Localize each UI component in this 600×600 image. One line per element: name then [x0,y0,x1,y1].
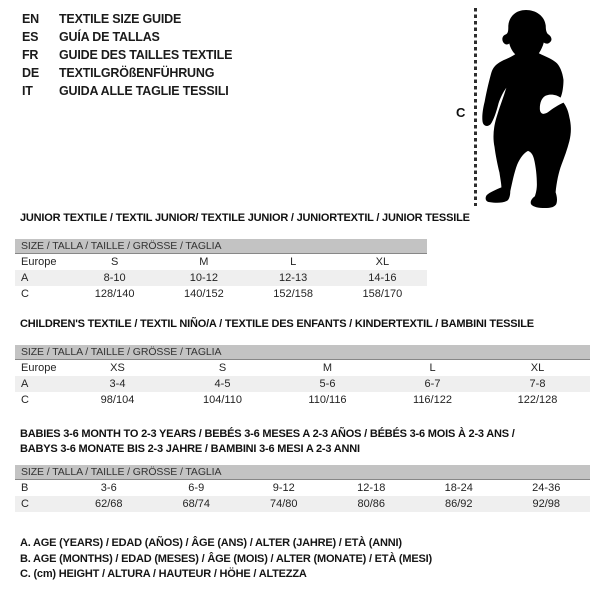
lang-title: TEXTILE SIZE GUIDE [59,12,182,26]
children-size-table [15,345,590,408]
cell: S [110,256,119,268]
cell: L [429,362,436,374]
lang-title: TEXTILGRÖßENFÜHRUNG [59,66,215,80]
cell: M [322,362,333,374]
lang-row-de [22,64,232,82]
table-row [15,480,590,497]
size-header-bar: SIZE / TALLA / TAILLE / GRÖSSE / TAGLIA [15,465,590,480]
cell: 8-10 [70,270,159,286]
lang-title: GUIDE DES TAILLES TEXTILE [59,48,233,62]
cell: 18-24 [444,482,473,494]
table-row [15,392,590,408]
junior-table-section [15,212,470,302]
row-label: A [15,376,65,392]
babies-size-table [15,465,590,512]
cell: 86/92 [415,496,503,512]
table-row [15,360,590,377]
baby-silhouette-icon [481,7,577,209]
cell: 110/116 [308,394,347,406]
babies-table-title-line1: BABIES 3-6 MONTH TO 2-3 YEARS / BEBÉS 3-6 MESES A 2-3 AÑOS / BÉBÉS 3-6 MOIS À 2-3 ANS / [20,428,515,440]
height-measure-dashed-line [474,8,477,206]
babies-table-section [15,427,590,512]
lang-code: ES [22,30,39,44]
note-a: A. AGE (YEARS) / EDAD (AÑOS) / ÂGE (ANS) / ALTER (JAHRE) / ETÀ (ANNI) [20,537,402,549]
lang-code: FR [22,48,39,62]
cell: 116/122 [413,394,452,406]
cell: M [199,256,209,268]
height-marker-label: C [456,105,466,120]
lang-row-it [22,82,232,100]
cell: XS [110,362,125,374]
row-label: A [15,270,70,286]
lang-title: GUIDA ALLE TAGLIE TESSILI [59,84,229,98]
lang-row-es [22,28,232,46]
cell: 24-36 [532,482,561,494]
table-row [15,270,427,286]
cell: 122/128 [517,394,558,406]
cell: 12-18 [357,482,386,494]
cell: 80/86 [328,496,416,512]
language-title-block [22,10,232,100]
table-row [15,254,427,271]
lang-code: DE [22,66,39,80]
cell: 68/74 [153,496,241,512]
row-label: B [21,482,29,494]
row-label: C [21,288,29,300]
note-b: B. AGE (MONTHS) / EDAD (MESES) / ÂGE (MOIS) / ALTER (MONATE) / ETÀ (MESI) [20,552,432,565]
lang-title: GUÍA DE TALLAS [59,30,160,44]
cell: 6-9 [188,482,205,494]
children-table-section [15,318,590,408]
cell: 14-16 [338,270,427,286]
size-header-bar: SIZE / TALLA / TAILLE / GRÖSSE / TAGLIA [15,239,427,254]
babies-table-title-line2: BABYS 3-6 MONATE BIS 2-3 JAHRE / BAMBINI 3-6 MESI A 2-3 ANNI [20,443,360,455]
table-row [15,376,590,392]
size-header-bar: SIZE / TALLA / TAILLE / GRÖSSE / TAGLIA [15,345,590,360]
children-table-title: CHILDREN'S TEXTILE / TEXTIL NIÑO/A / TEXTILE DES ENFANTS / KINDERTEXTIL / BAMBINI TESSILE [20,318,534,330]
cell: 5-6 [275,376,380,392]
size-header-row [15,465,590,480]
row-label: C [21,394,29,406]
cell: 98/104 [100,394,135,406]
lang-code: IT [22,84,33,98]
cell: 140/152 [183,288,224,300]
cell: 158/170 [362,288,403,300]
row-label: Europe [21,362,57,374]
cell: 12-13 [249,270,338,286]
legend-notes [20,536,432,583]
table-row [15,496,590,512]
cell: L [290,256,297,268]
cell: S [218,362,227,374]
lang-code: EN [22,12,39,26]
cell: 7-8 [485,376,590,392]
junior-table-title: JUNIOR TEXTILE / TEXTIL JUNIOR/ TEXTILE JUNIOR / JUNIORTEXTIL / JUNIOR TESSILE [20,212,470,224]
lang-row-fr [22,46,232,64]
cell: 6-7 [380,376,485,392]
cell: 9-12 [272,482,295,494]
cell: 3-6 [100,482,117,494]
cell: XL [375,256,390,268]
cell: 62/68 [65,496,153,512]
size-header-row [15,239,427,254]
lang-row-en [22,10,232,28]
cell: 152/158 [273,288,313,300]
size-header-row [15,345,590,360]
row-label: C [15,496,65,512]
cell: 3-4 [65,376,170,392]
cell: 104/110 [203,394,242,406]
cell: 92/98 [503,496,591,512]
junior-size-table [15,239,427,302]
row-label: Europe [21,256,57,268]
table-row [15,286,427,302]
cell: 128/140 [94,288,135,300]
cell: 4-5 [170,376,275,392]
note-c: C. (cm) HEIGHT / ALTURA / HAUTEUR / HÖHE / ALTEZZA [20,568,307,580]
cell: XL [530,362,545,374]
cell: 74/80 [240,496,328,512]
cell: 10-12 [159,270,248,286]
